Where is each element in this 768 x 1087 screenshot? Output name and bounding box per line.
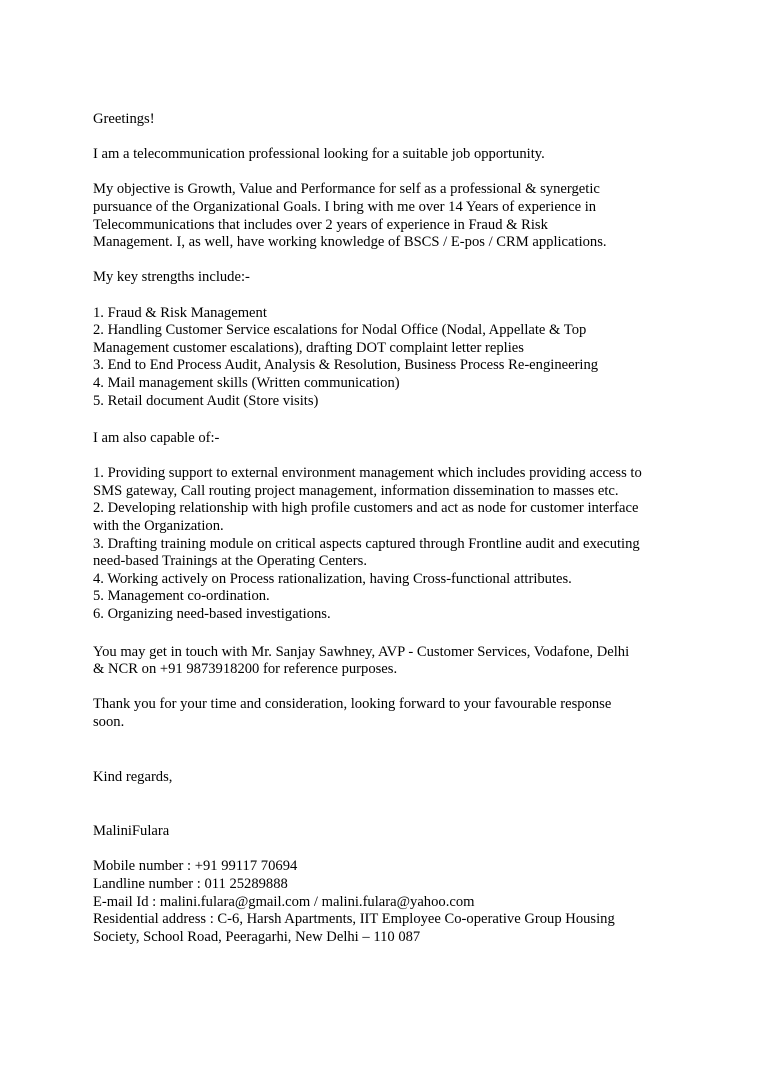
list-item: 5. Management co-ordination. (93, 588, 270, 605)
list-item: 4. Mail management skills (Written communication) (93, 374, 400, 391)
contact-mobile: Mobile number : +91 99117 70694 (93, 858, 298, 875)
contact-block (93, 858, 693, 946)
list-item: SMS gateway, Call routing project management, information dissemination to masses etc. (93, 482, 619, 499)
list-item: Management customer escalations), drafting DOT complaint letter replies (93, 339, 524, 356)
contact-address: Residential address : C-6, Harsh Apartments, IIT Employee Co-operative Group Housing (93, 911, 615, 928)
capable-heading-line: I am also capable of:- (93, 430, 220, 447)
list-item: 3. Drafting training module on critical aspects captured through Frontline audit and executing (93, 535, 640, 552)
greeting (93, 111, 693, 129)
objective-paragraph (93, 181, 693, 251)
list-item: 1. Providing support to external environment management which includes providing access to (93, 465, 642, 482)
list-item: need-based Trainings at the Operating Centers. (93, 553, 367, 570)
strengths-list (93, 305, 693, 411)
reference-line: & NCR on +91 9873918200 for reference purposes. (93, 661, 398, 678)
strengths-heading-line: My key strengths include:- (93, 269, 250, 286)
list-item: 6. Organizing need-based investigations. (93, 606, 331, 623)
reference-line: You may get in touch with Mr. Sanjay Sawhney, AVP - Customer Services, Vodafone, Delhi (93, 643, 630, 660)
closing (93, 769, 693, 787)
intro-line: I am a telecommunication professional looking for a suitable job opportunity. (93, 146, 545, 163)
list-item: 2. Handling Customer Service escalations for Nodal Office (Nodal, Appellate & Top (93, 322, 587, 339)
list-item: 3. End to End Process Audit, Analysis & Resolution, Business Process Re-engineering (93, 357, 599, 374)
strengths-heading (93, 269, 693, 287)
objective-line: Telecommunications that includes over 2 years of experience in Fraud & Risk (93, 216, 548, 233)
contact-email: E-mail Id : malini.fulara@gmail.com / malini.fulara@yahoo.com (93, 893, 475, 910)
list-item: with the Organization. (93, 518, 224, 535)
objective-line: Management. I, as well, have working knowledge of BSCS / E-pos / CRM applications. (93, 234, 607, 251)
signature (93, 823, 693, 841)
closing-line: Kind regards, (93, 768, 173, 785)
letter-body (93, 111, 693, 946)
thanks-line: soon. (93, 714, 125, 730)
capabilities-list (93, 465, 693, 623)
list-item: 4. Working actively on Process rationalization, having Cross-functional attributes. (93, 570, 572, 587)
signature-name: MaliniFulara (93, 823, 170, 840)
objective-line: pursuance of the Organizational Goals. I bring with me over 14 Years of experience in (93, 198, 597, 215)
list-item: 2. Developing relationship with high profile customers and act as node for customer interface (93, 500, 639, 517)
thanks-line: Thank you for your time and consideration, looking forward to your favourable response (93, 696, 612, 713)
contact-landline: Landline number : 011 25289888 (93, 875, 288, 892)
capable-heading (93, 430, 693, 448)
list-item: 5. Retail document Audit (Store visits) (93, 392, 319, 409)
intro-paragraph (93, 146, 693, 164)
greeting-line: Greetings! (93, 111, 155, 127)
thanks-paragraph (93, 696, 693, 731)
reference-paragraph (93, 644, 693, 679)
list-item: 1. Fraud & Risk Management (93, 304, 267, 321)
objective-line: My objective is Growth, Value and Performance for self as a professional & synergetic (93, 181, 600, 198)
contact-address: Society, School Road, Peeragarhi, New Delhi – 110 087 (93, 928, 421, 945)
